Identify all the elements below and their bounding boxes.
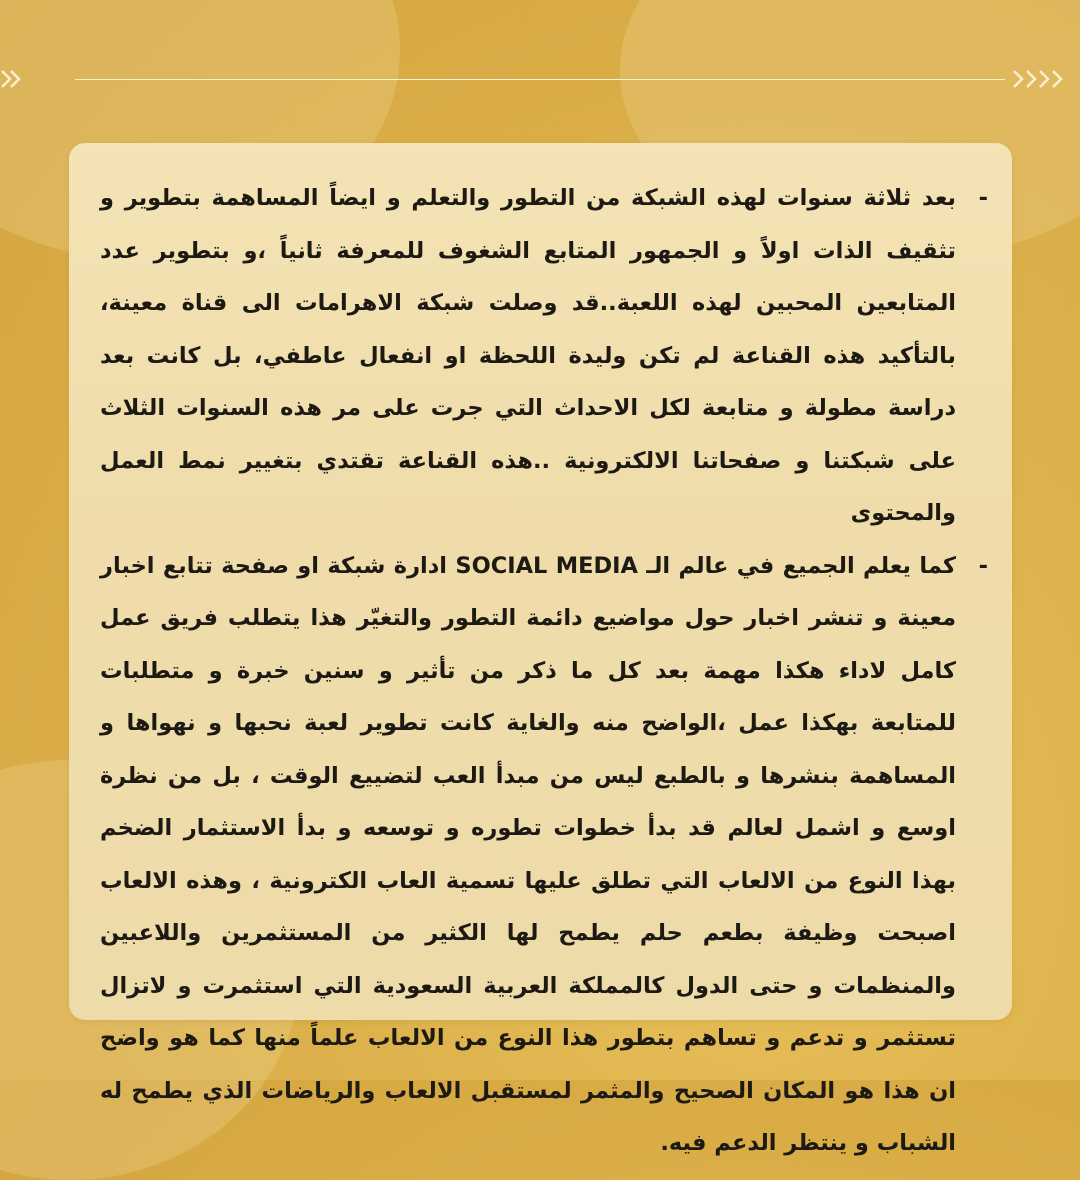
chevrons-right-icon bbox=[1012, 66, 1068, 92]
paragraph-2 bbox=[100, 540, 988, 1170]
top-divider bbox=[75, 79, 1005, 80]
bullet-2: - bbox=[978, 552, 988, 579]
paragraph-2-text: كما يعلم الجميع في عالم الـ SOCIAL MEDIA ادارة شبكة او صفحة تتابع اخبار معينة و تنشر اخبار حول مواضيع دائمة التطور والتغيّر هذا يتطلب فريق عمل كامل لاداء هكذا مهمة بعد كل ما ذكر من تأثير و سنين خبرة و متطلبات للمتابعة بهكذا عمل ،الواضح منه والغاية كانت تطوير لعبة نحبها و نهواها و المساهمة بنشرها و بالطبع ليس من مبدأ العب لتضييع الوقت ، بل من نظرة اوسع و اشمل لعالم قد بدأ خطوات تطوره و توسعه و بدأ الاستثمار الضخم بهذا النوع من الالعاب التي تطلق عليها تسمية العاب الكترونية ، وهذه الالعاب اصبحت وظيفة بطعم حلم يطمح لها الكثير من المستثمرين واللاعبين والمنظمات و حتى الدول كالمملكة العربية السعودية التي استثمرت و لاتزال تستثمر و تدعم و تساهم بتطور هذا النوع من الالعاب علماً منها كما هو واضح ان هذا هو المكان الصحيح والمثمر لمستقبل الالعاب والرياضات الذي يطمح له الشباب و ينتظر الدعم فيه. bbox=[100, 552, 956, 1156]
body-text bbox=[100, 172, 988, 1170]
paragraph-1 bbox=[100, 172, 988, 540]
chevrons-left-icon bbox=[0, 66, 30, 92]
bullet-1: - bbox=[978, 185, 988, 211]
paragraph-1-text: بعد ثلاثة سنوات لهذه الشبكة من التطور والتعلم و ايضاً المساهمة بتطوير و تثقيف الذات اولاً و الجمهور المتابع الشغوف للمعرفة ثانياً ،و بتطوير عدد المتابعين المحبين لهذه اللعبة..قد وصلت شبكة الاهرامات الى قناة معينة، بالتأكيد هذه القناعة لم تكن وليدة اللحظة او انفعال عاطفي، بل كانت بعد دراسة مطولة و متابعة لكل الاحداث التي جرت على مر هذه السنوات الثلاث على شبكتنا و صفحاتنا الالكترونية ..هذه القناعة تقتدي بتغيير نمط العمل والمحتوى bbox=[100, 185, 956, 526]
